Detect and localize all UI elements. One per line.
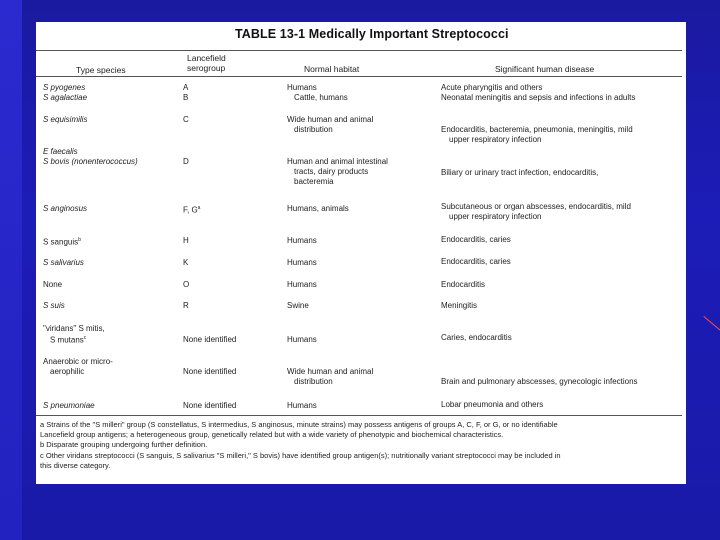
row-6-disease: Endocarditis, caries: [441, 235, 511, 244]
row-12-species: S pneumoniae: [43, 401, 95, 410]
header-rule: [36, 76, 682, 77]
row-3-group: C: [183, 115, 189, 124]
slide-decoration-line: [703, 316, 720, 331]
row-11-group: None identified: [183, 367, 237, 376]
row-4-disease: Biliary or urinary tract infection, endocarditis,: [441, 168, 599, 177]
row-3-disease-line1: Endocarditis, bacteremia, pneumonia, meningitis, mild: [441, 125, 633, 134]
row-11-species-line1: Anaerobic or micro-: [43, 357, 113, 366]
table-title: TABLE 13-1 Medically Important Streptococci: [235, 27, 509, 41]
footnote-c-line2: this diverse category.: [40, 461, 111, 470]
row-6-species: S sanguis$^b$: [43, 237, 81, 247]
row-4-habitat-line2: tracts, dairy products: [294, 167, 369, 176]
row-9-group: R: [183, 301, 189, 310]
row-1-habitat: Humans: [287, 83, 317, 92]
row-11-habitat-line2: distribution: [294, 377, 333, 386]
row-1-group: A: [183, 83, 189, 92]
row-8-habitat: Humans: [287, 280, 317, 289]
footnote-a-line2: Lancefield group antigens; a heterogeneous group, genetically related but with a wide variety of phenotypic and biochemical characteristics.: [40, 430, 504, 439]
row-2-habitat: Cattle, humans: [294, 93, 348, 102]
header-species: Type species: [76, 65, 126, 75]
row-4-group: D: [183, 157, 189, 166]
row-9-species: S suis: [43, 301, 65, 310]
footnote-a-line1: a Strains of the "S milleri" group (S constellatus, S intermedius, S anginosus, minute strains) may possess antigens of groups A, C, F, or G, or no identifiable: [40, 420, 558, 429]
header-serogroup-line1: Lancefield: [187, 53, 226, 63]
row-9-disease: Meningitis: [441, 301, 478, 310]
footnote-c-line1: c Other viridans streptococci (S sanguis, S salivarius "S milleri," S bovis) have identified group antigen(s); nutritionally variant streptococci may be included in: [40, 451, 561, 460]
row-6-habitat: Humans: [287, 236, 317, 245]
row-10-habitat: Humans: [287, 335, 317, 344]
row-5-habitat: Humans, animals: [287, 204, 349, 213]
row-10-species-line1: "viridans" S mitis,: [43, 324, 105, 333]
row-12-habitat: Humans: [287, 401, 317, 410]
row-3-habitat-line1: Wide human and animal: [287, 115, 374, 124]
row-11-disease: Brain and pulmonary abscesses, gynecologic infections: [441, 377, 638, 386]
row-4-species-line2: S bovis (nonenterococcus): [43, 157, 138, 166]
row-7-group: K: [183, 258, 189, 267]
footnote-b: b Disparate grouping undergoing further definition.: [40, 440, 208, 449]
row-5-disease-line2: upper respiratory infection: [449, 212, 542, 221]
slide-left-stripe: [0, 0, 22, 540]
row-3-species: S equisimilis: [43, 115, 88, 124]
row-5-group-text: F, G: [183, 205, 198, 215]
row-8-group: O: [183, 280, 190, 289]
header-serogroup-line2: serogroup: [187, 63, 226, 73]
table-document: [36, 22, 686, 484]
row-12-group: None identified: [183, 401, 237, 410]
row-3-disease-line2: upper respiratory infection: [449, 135, 542, 144]
row-4-habitat-line1: Human and animal intestinal: [287, 157, 388, 166]
row-5-species: S anginosus: [43, 204, 88, 213]
row-12-disease: Lobar pneumonia and others: [441, 400, 544, 409]
row-3-habitat-line2: distribution: [294, 125, 333, 134]
row-2-group: B: [183, 93, 189, 102]
header-habitat: Normal habitat: [304, 64, 360, 74]
row-2-species: S agalactiae: [43, 93, 88, 102]
top-rule: [36, 50, 682, 51]
row-11-species-line2: aerophilic: [50, 367, 85, 376]
row-1-disease: Acute pharyngitis and others: [441, 83, 543, 92]
row-8-species: None: [43, 280, 63, 289]
row-10-disease: Caries, endocarditis: [441, 333, 512, 342]
row-6-species-text: S sanguis: [43, 237, 79, 247]
row-7-species: S salivarius: [43, 258, 84, 267]
row-11-habitat-line1: Wide human and animal: [287, 367, 374, 376]
row-6-group: H: [183, 236, 189, 245]
row-8-disease: Endocarditis: [441, 280, 486, 289]
row-9-habitat: Swine: [287, 301, 309, 310]
row-4-species-line1: E faecalis: [43, 147, 78, 156]
row-7-disease: Endocarditis, caries: [441, 257, 511, 266]
header-disease: Significant human disease: [495, 64, 595, 74]
row-5-disease-line1: Subcutaneous or organ abscesses, endocarditis, mild: [441, 202, 631, 211]
row-10-group: None identified: [183, 335, 237, 344]
row-10-species-line2-text: S mutans: [50, 335, 84, 345]
row-5-group: F, $G^a$: [183, 205, 201, 215]
row-10-species-line2: S mutans$^c$: [50, 335, 87, 345]
row-2-disease: Neonatal meningitis and sepsis and infections in adults: [441, 93, 636, 102]
bottom-rule: [36, 415, 682, 416]
row-1-species: S pyogenes: [43, 83, 86, 92]
row-4-habitat-line3: bacteremia: [294, 177, 334, 186]
row-7-habitat: Humans: [287, 258, 317, 267]
